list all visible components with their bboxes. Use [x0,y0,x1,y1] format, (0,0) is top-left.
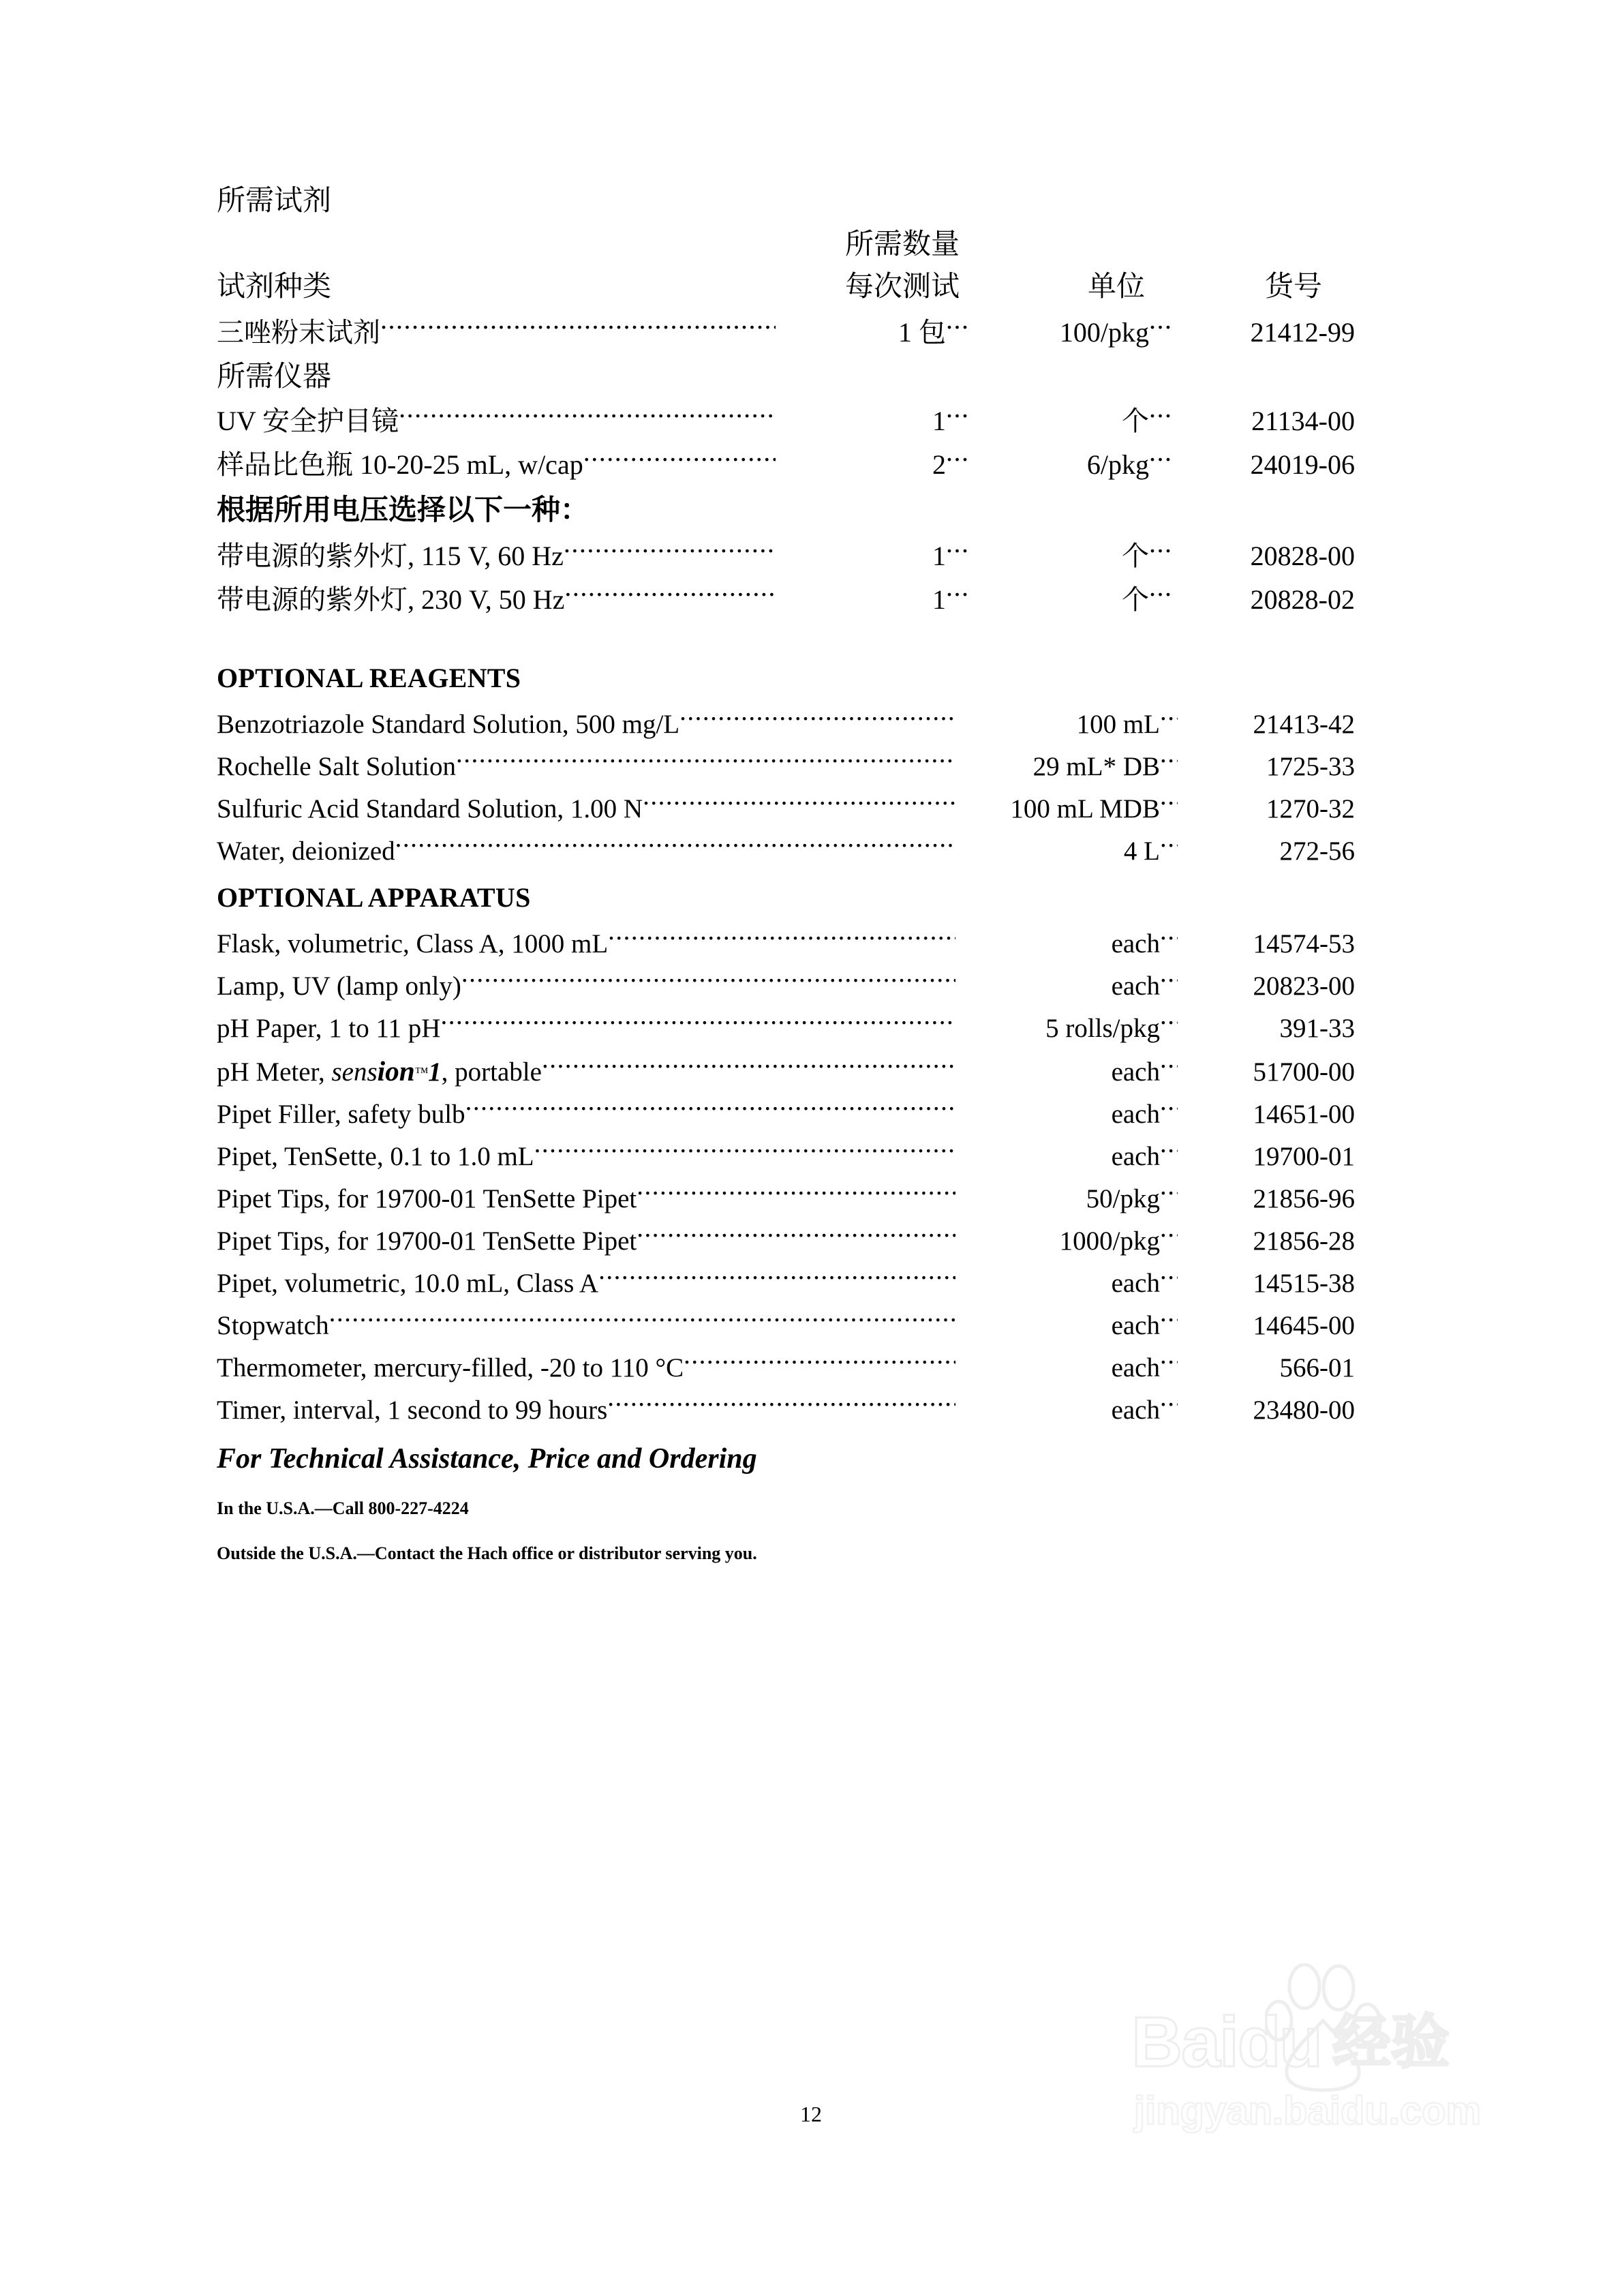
leader-dots [637,1181,955,1207]
brand-ion: ion [377,1055,415,1087]
leader-dots [643,791,955,817]
table-row [217,830,1355,873]
row-unit: 5 rolls/pkg [1045,1014,1160,1043]
header-quantity-group: 所需数量 [845,229,960,260]
table-row [217,923,1355,965]
row-item-name: Pipet Tips, for 19700-01 TenSette Pipet [217,1184,637,1214]
leader-dots [395,833,955,860]
leader-dots [607,1392,955,1419]
leader-dots [1160,926,1178,952]
table-row [217,399,1355,443]
leader-dots [946,403,970,430]
leader-dots [465,1096,955,1123]
table-row [217,311,1355,354]
header-unit: 单位 [1088,271,1146,303]
row-catalog-number: 566-01 [1279,1353,1355,1383]
row-unit: each [1111,1311,1160,1341]
technical-assistance-title: For Technical Assistance, Price and Ordering [217,1443,757,1475]
baidu-paw-icon [1265,1963,1388,2093]
page-content [217,179,1355,1576]
row-item-name: Water, deionized [217,836,395,866]
row-catalog-number: 19700-01 [1253,1142,1355,1172]
row-quantity: 1 [932,541,946,571]
leader-dots [564,581,776,609]
row-catalog-number: 14645-00 [1253,1311,1355,1341]
row-item-name: 三唑粉末试剂 [217,317,380,348]
header-reagent-kind: 试剂种类 [217,271,332,303]
section-title-optional-reagents: OPTIONAL REAGENTS [217,663,521,693]
leader-dots [1149,403,1174,430]
leader-dots [684,1350,955,1376]
header-per-test: 每次测试 [845,271,960,303]
page-number: 12 [800,2102,822,2126]
leader-dots [583,447,776,474]
table-row [217,746,1355,788]
reagent-table-header [217,224,1355,311]
row-unit: each [1111,1057,1160,1087]
leader-dots [1160,1181,1178,1207]
table-row [217,534,1355,578]
row-item-name-prefix: pH Meter, [217,1057,332,1087]
row-item-name: Stopwatch [217,1311,329,1341]
leader-dots [946,314,970,342]
row-item-name: Flask, volumetric, Class A, 1000 mL [217,929,609,958]
row-catalog-number: 21856-96 [1253,1184,1355,1214]
row-unit: 个 [1122,541,1149,571]
row-item-name: Thermometer, mercury-filled, -20 to 110 °C [217,1353,684,1383]
row-item-name: Benzotriazole Standard Solution, 500 mg/L [217,710,680,739]
row-unit: 个 [1122,584,1149,615]
leader-dots [564,538,776,565]
leader-dots [637,1223,955,1250]
leader-dots [679,706,955,733]
row-unit: each [1111,1395,1160,1425]
row-catalog-number: 24019-06 [1250,449,1355,480]
section-title-reagents-required: 所需试剂 [217,185,332,217]
row-catalog-number: 21412-99 [1250,317,1355,348]
row-catalog-number: 21134-00 [1251,406,1355,436]
row-catalog-number: 1270-32 [1266,794,1355,824]
leader-dots [1160,1054,1178,1081]
leader-dots [399,403,776,430]
row-quantity: 1 包 [898,317,946,348]
header-catalog-number: 货号 [1265,271,1323,303]
table-row [217,1305,1355,1347]
row-unit: each [1111,1100,1160,1130]
section-title-apparatus-required: 所需仪器 [217,361,332,393]
voltage-selection-note: 根据所用电压选择以下一种： [217,495,590,526]
row-unit: each [1111,929,1160,958]
row-item-name: Pipet Tips, for 19700-01 TenSette Pipet [217,1226,637,1256]
leader-dots [542,1054,955,1081]
leader-dots [1160,749,1178,775]
leader-dots [440,1010,955,1037]
row-catalog-number: 21413-42 [1253,710,1355,739]
leader-dots [1149,538,1174,565]
trademark-symbol: ™ [414,1065,429,1081]
row-unit: 4 L [1123,836,1160,866]
table-row [217,1008,1355,1050]
row-unit: each [1111,971,1160,1001]
row-quantity: 1 [932,584,946,615]
leader-dots [1160,1350,1178,1376]
row-item-name: Timer, interval, 1 second to 99 hours [217,1395,608,1425]
leader-dots [1160,1096,1178,1123]
leader-dots [1149,447,1174,474]
row-item-name: Sulfuric Acid Standard Solution, 1.00 N [217,794,643,824]
leader-dots [1160,1392,1178,1419]
leader-dots [461,968,955,995]
row-quantity: 2 [932,449,946,480]
row-unit: 1000/pkg [1059,1226,1160,1256]
leader-dots [946,581,970,609]
watermark-logo-row [1131,1997,1527,2087]
row-item-name: 样品比色瓶 10-20-25 mL, w/cap [217,449,583,480]
spacer [217,622,1355,653]
leader-dots [1149,314,1174,342]
table-row [217,704,1355,746]
table-row [217,1136,1355,1178]
watermark-url: jingyan.baidu.com [1134,2089,1482,2133]
leader-dots [608,926,955,952]
table-row [217,1263,1355,1305]
row-item-name: Lamp, UV (lamp only) [217,971,461,1001]
row-item-name: UV 安全护目镜 [217,406,399,436]
leader-dots [1160,791,1178,817]
row-unit: 6/pkg [1086,449,1149,480]
row-unit: each [1111,1269,1160,1299]
row-unit: 50/pkg [1086,1184,1160,1214]
row-item-name: Pipet Filler, safety bulb [217,1100,465,1130]
leader-dots [1160,1265,1178,1292]
leader-dots [1160,1308,1178,1334]
row-unit: each [1111,1142,1160,1172]
row-unit: 100 mL [1076,710,1160,739]
section-title-optional-apparatus: OPTIONAL APPARATUS [217,882,531,913]
row-catalog-number: 20828-02 [1250,584,1355,615]
row-unit: 个 [1122,406,1149,436]
row-catalog-number: 51700-00 [1253,1057,1355,1087]
table-row [217,1093,1355,1136]
row-catalog-number: 14515-38 [1253,1269,1355,1299]
brand-model-number: 1 [428,1057,442,1087]
leader-dots [946,538,970,565]
leader-dots [329,1308,955,1334]
table-row [217,965,1355,1008]
leader-dots [1160,1010,1178,1037]
leader-dots [1160,1223,1178,1250]
leader-dots [946,447,970,474]
row-unit: 29 mL* DB [1032,752,1160,781]
leader-dots [1160,833,1178,860]
table-row [217,578,1355,622]
row-catalog-number: 272-56 [1279,836,1355,866]
watermark-brand-text: Baidu [1131,2003,1321,2082]
technical-assistance-outside: Outside the U.S.A.—Contact the Hach office or distributor serving you. [217,1543,757,1564]
leader-dots [1160,1138,1178,1165]
table-row [217,443,1355,487]
row-catalog-number: 1725-33 [1266,752,1355,781]
leader-dots [380,314,776,342]
row-item-name: Pipet, volumetric, 10.0 mL, Class A [217,1269,599,1299]
row-catalog-number: 391-33 [1279,1014,1355,1043]
row-item-name: pH Paper, 1 to 11 pH [217,1014,441,1043]
row-catalog-number: 21856-28 [1253,1226,1355,1256]
row-catalog-number: 14574-53 [1253,929,1355,958]
row-catalog-number: 23480-00 [1253,1395,1355,1425]
row-item-name: Rochelle Salt Solution [217,752,456,781]
row-unit: 100 mL MDB [1010,794,1160,824]
row-catalog-number: 20823-00 [1253,971,1355,1001]
row-item-name: Pipet, TenSette, 0.1 to 1.0 mL [217,1142,534,1172]
row-unit: 100/pkg [1059,317,1149,348]
row-catalog-number: 14651-00 [1253,1100,1355,1130]
leader-dots [598,1265,955,1292]
leader-dots [1160,706,1178,733]
row-item-name-suffix: , portable [441,1057,542,1087]
technical-assistance-usa: In the U.S.A.—Call 800-227-4224 [217,1498,469,1519]
row-quantity: 1 [932,406,946,436]
leader-dots [534,1138,955,1165]
row-item-name [217,1050,542,1093]
brand-sens: sens [331,1057,378,1087]
table-row [217,1347,1355,1389]
table-row [217,1389,1355,1432]
table-row [217,1220,1355,1263]
table-row [217,1178,1355,1220]
leader-dots [1149,581,1174,609]
table-row [217,1050,1355,1093]
row-item-name: 带电源的紫外灯, 115 V, 60 Hz [217,541,564,571]
table-row [217,788,1355,830]
row-item-name: 带电源的紫外灯, 230 V, 50 Hz [217,584,565,615]
leader-dots [456,749,955,775]
row-catalog-number: 20828-00 [1250,541,1355,571]
leader-dots [1160,968,1178,995]
baidu-watermark [1131,1997,1527,2188]
watermark-brand-cn: 经验 [1332,2010,1450,2075]
row-unit: each [1111,1353,1160,1383]
